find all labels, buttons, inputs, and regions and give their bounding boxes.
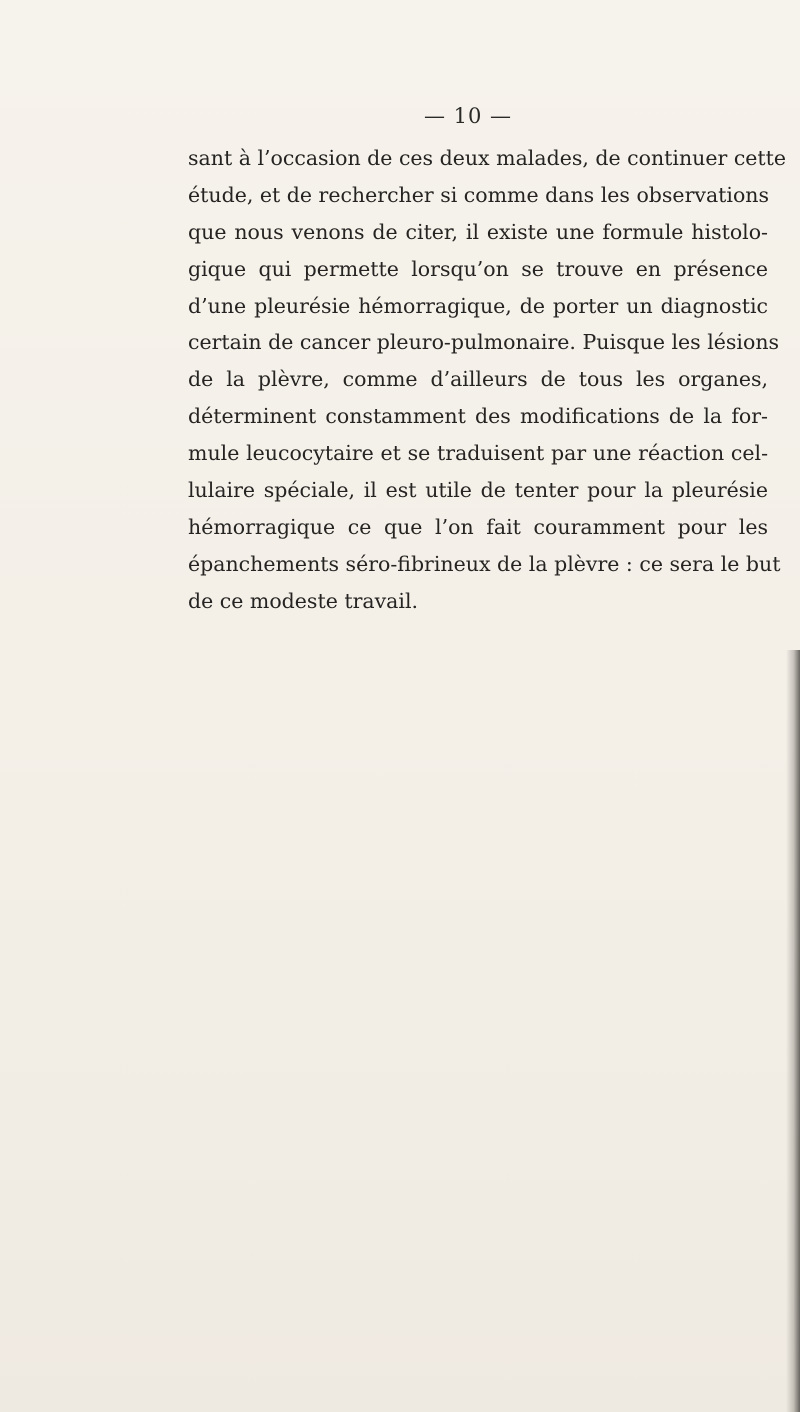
text-line: de la plèvre, comme d’ailleurs de tous les organes, xyxy=(188,367,768,392)
page-edge-shadow xyxy=(786,650,800,1412)
text-line: de ce modeste travail. xyxy=(188,588,419,613)
text-line: d’une pleurésie hémorragique, de porter un diagnostic xyxy=(188,293,768,318)
text-line: hémorragique ce que l’on fait couramment pour les xyxy=(188,514,768,539)
body-paragraph xyxy=(188,140,787,620)
text-line: gique qui permette lorsqu’on se trouve en présence xyxy=(188,256,768,281)
text-line: mule leucocytaire et se traduisent par une réaction cel- xyxy=(188,441,768,466)
text-line: épanchements séro-fibrineux de la plèvre : ce sera le but xyxy=(188,551,781,576)
text-line: étude, et de rechercher si comme dans les observations xyxy=(188,182,770,207)
text-line: certain de cancer pleuro-pulmonaire. Puisque les lésions xyxy=(188,330,780,355)
text-line: déterminent constamment des modifications de la for- xyxy=(188,404,768,429)
text-line: lulaire spéciale, il est utile de tenter pour la pleurésie xyxy=(188,478,768,503)
page-number: — 10 — xyxy=(423,104,513,128)
text-line: que nous venons de citer, il existe une formule histolo- xyxy=(188,219,768,244)
text-line: sant à l’occasion de ces deux malades, de continuer cette xyxy=(188,146,787,170)
